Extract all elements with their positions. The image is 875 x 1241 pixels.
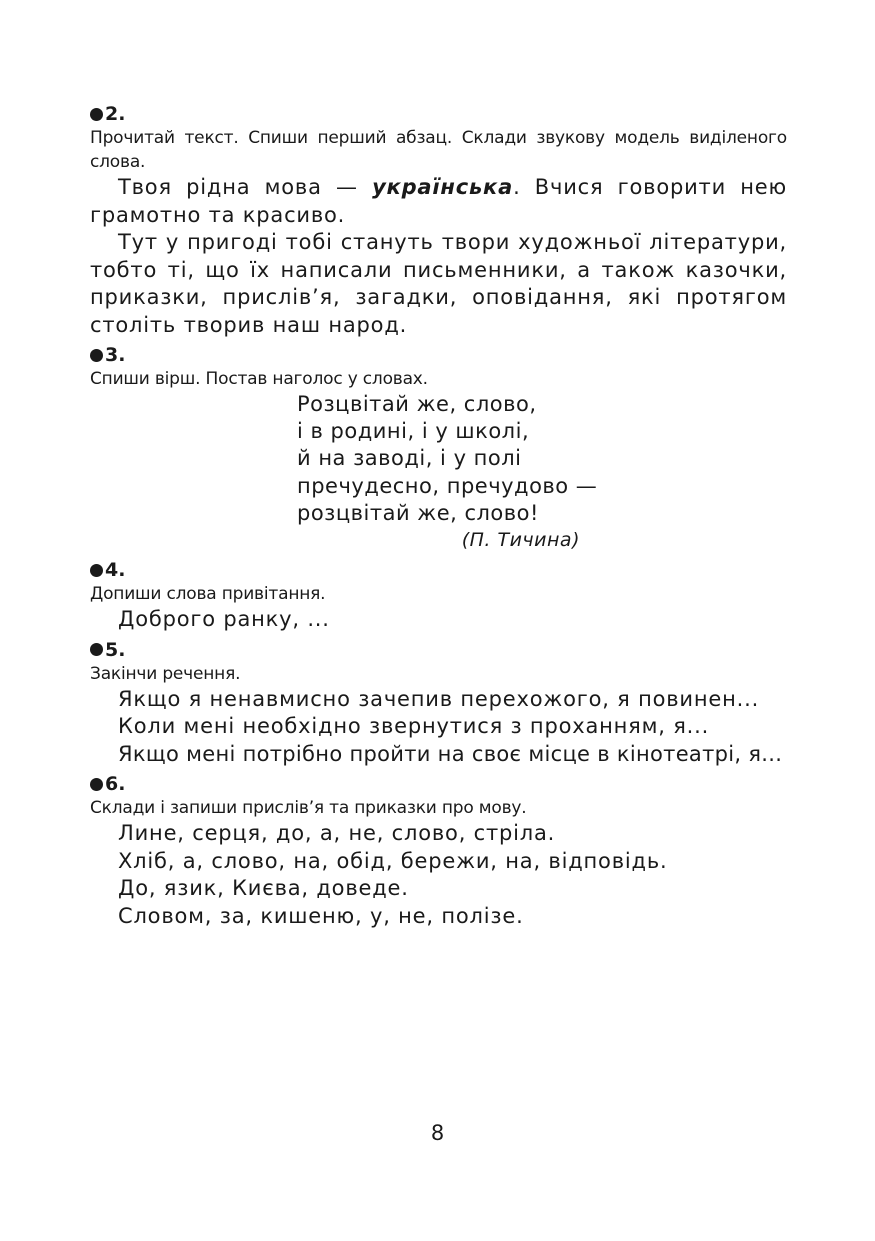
exercise-heading: [90, 343, 787, 367]
poem-author: (П. Тичина): [461, 529, 580, 552]
text-paragraph-2: Тут у пригоді тобі стануть твори художньої літератури, тобто ті, що їх написали письменники, а також казочки, приказки, прислів’я, загадки, оповідання, які протягом століть творив наш народ.: [90, 230, 787, 337]
exercise-3: [90, 343, 787, 554]
exercise-number: 3.: [105, 344, 126, 366]
exercise-number: 5.: [105, 638, 126, 661]
exercise-heading: [90, 558, 787, 582]
page-number: 8: [430, 1121, 445, 1145]
bullet-dot-icon: [90, 643, 103, 656]
exercise-line: Коли мені необхідно звернутися з проханням, я...: [118, 714, 710, 739]
exercise-number: 6.: [105, 773, 126, 796]
exercise-number: 2.: [105, 103, 126, 125]
exercise-heading: [90, 772, 787, 796]
exercise-2: [90, 102, 787, 339]
bullet-dot-icon: [90, 108, 103, 121]
exercise-number: 4.: [105, 559, 126, 582]
exercise-instruction: Прочитай текст. Спиши перший абзац. Склади звукову модель виділеного слова.: [90, 128, 787, 172]
bullet-dot-icon: [90, 349, 103, 362]
bullet-dot-icon: [90, 564, 103, 577]
paragraph-text: Твоя рідна мова —: [118, 175, 373, 199]
exercise-line: Доброго ранку, ...: [118, 607, 330, 632]
exercise-instruction: Допиши слова привітання.: [90, 584, 326, 605]
poem-line: й на заводі, і у полі: [297, 446, 522, 471]
highlighted-word: українська: [372, 175, 514, 199]
poem: [297, 391, 787, 554]
exercise-line: Якщо я ненавмисно зачепив перехожого, я повинен...: [118, 686, 760, 711]
paragraph-text: . Вчися говорити нею грамотно та красиво.: [90, 175, 787, 227]
poem-line: пречудесно, пречудово —: [297, 473, 598, 498]
exercise-instruction: Спиши вірш. Постав наголос у словах.: [90, 369, 428, 389]
exercise-line: До, язик, Києва, доведе.: [118, 876, 409, 901]
exercise-line: Хліб, а, слово, на, обід, бережи, на, відповідь.: [118, 848, 668, 873]
page-content: [90, 102, 787, 934]
exercise-heading: [90, 102, 787, 126]
exercise-line: Словом, за, кишеню, у, не, полізе.: [118, 903, 524, 928]
exercise-4: [90, 558, 787, 634]
bullet-dot-icon: [90, 778, 103, 791]
exercise-5: [90, 638, 787, 769]
exercise-6: [90, 772, 787, 930]
exercise-line: Якщо мені потрібно пройти на своє місце в кінотеатрі, я...: [118, 741, 783, 766]
poem-line: Розцвітай же, слово,: [297, 392, 537, 416]
exercise-heading: [90, 638, 787, 662]
poem-line: і в родині, і у школі,: [297, 419, 530, 444]
exercise-instruction: Закінчи речення.: [90, 663, 241, 684]
poem-line: розцвітай же, слово!: [297, 500, 539, 525]
exercise-instruction: Склади і запиши прислів’я та приказки про мову.: [90, 798, 527, 819]
exercise-line: Лине, серця, до, а, не, слово, стріла.: [118, 821, 556, 846]
text-paragraph-1: [90, 174, 787, 229]
